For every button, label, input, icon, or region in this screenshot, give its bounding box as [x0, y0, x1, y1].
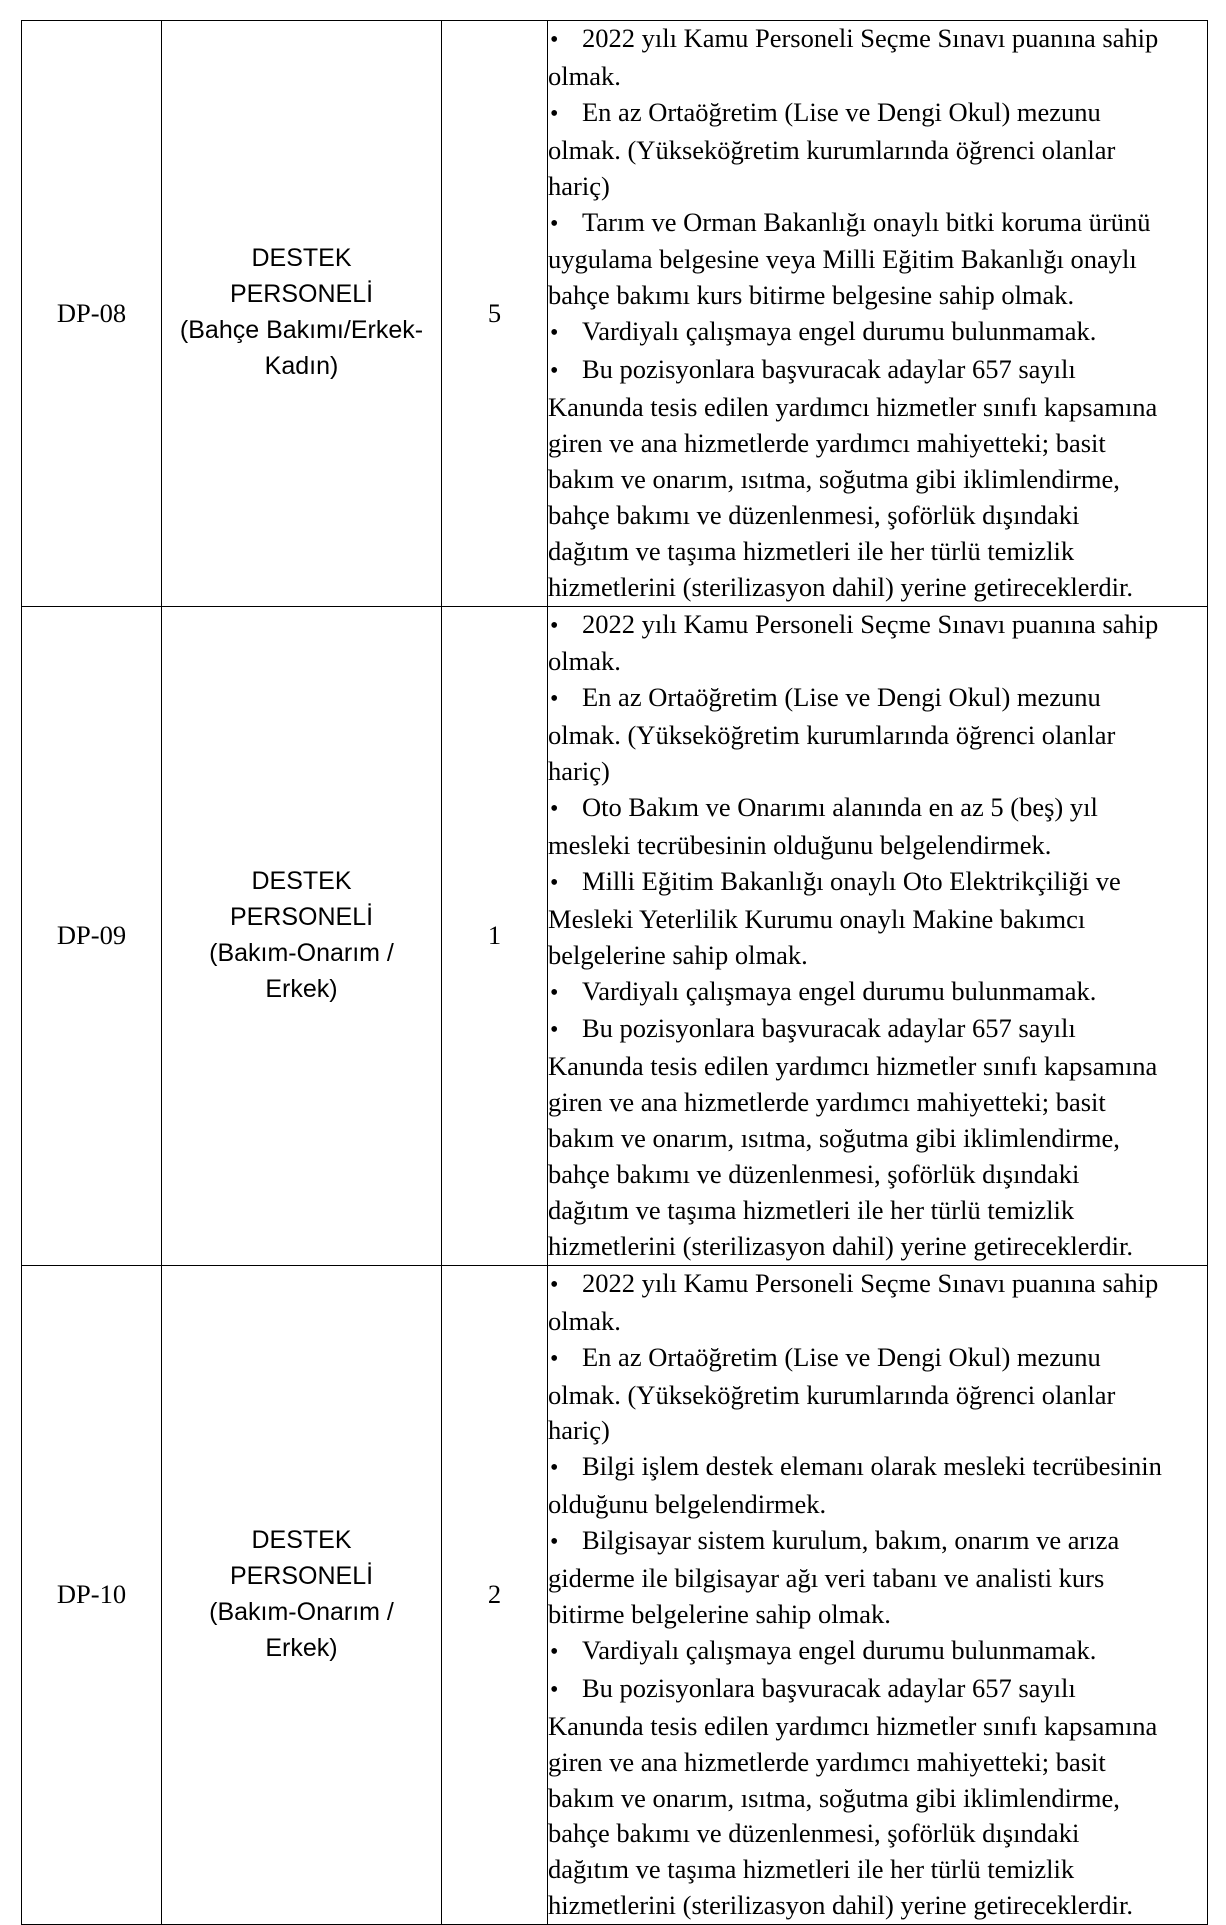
requirement-line	[548, 1266, 1207, 1304]
requirement-text: mesleki tecrübesinin olduğunu belgelendirmek.	[548, 829, 1052, 860]
requirement-item	[548, 790, 1207, 864]
requirement-text: 2022 yılı Kamu Personeli Seçme Sınavı puanına sahip	[582, 1267, 1159, 1298]
requirement-text: hariç)	[548, 170, 610, 201]
requirement-line	[548, 426, 1207, 462]
table-row	[22, 1265, 1208, 1924]
position-requirements-table	[21, 20, 1208, 1925]
requirement-text: hizmetlerini (sterilizasyon dahil) yerine getireceklerdir.	[548, 1230, 1133, 1261]
bullet-icon: •	[550, 1529, 559, 1556]
position-count: 2	[487, 1579, 502, 1610]
position-count: 1	[487, 920, 502, 951]
position-count: 5	[487, 297, 502, 328]
requirement-line	[548, 1304, 1207, 1340]
requirement-text: En az Ortaöğretim (Lise ve Dengi Okul) mezunu	[582, 96, 1101, 127]
table-row	[22, 606, 1208, 1265]
requirement-line	[548, 1449, 1207, 1487]
requirement-text: giren ve ana hizmetlerde yardımcı mahiyetteki; basit	[548, 427, 1106, 458]
requirement-line	[548, 754, 1207, 790]
requirement-line	[548, 21, 1207, 59]
requirement-line	[548, 864, 1207, 902]
bullet-icon: •	[550, 1271, 559, 1298]
requirement-line	[548, 1852, 1207, 1888]
requirement-item	[548, 864, 1207, 974]
requirement-line	[548, 1011, 1207, 1049]
requirement-line	[548, 1816, 1207, 1852]
requirement-text: hizmetlerini (sterilizasyon dahil) yerine getireceklerdir.	[548, 1890, 1133, 1921]
requirement-text: giderme ile bilgisayar ağı veri tabanı ve analisti kurs	[548, 1563, 1105, 1594]
requirement-line	[548, 1193, 1207, 1229]
requirement-line	[548, 644, 1207, 680]
requirements-cell	[548, 21, 1208, 607]
requirement-text: bahçe bakımı kurs bitirme belgesine sahip olmak.	[548, 280, 1075, 311]
requirement-text: uygulama belgesine veya Milli Eğitim Bakanlığı onaylı	[548, 244, 1137, 275]
requirement-text: bahçe bakımı ve düzenlenmesi, şoförlük dışındaki	[548, 1159, 1080, 1190]
bullet-icon: •	[550, 1676, 559, 1703]
position-title-cell	[162, 606, 442, 1265]
position-count-cell	[442, 606, 548, 1265]
position-title-line: (Bakım-Onarım /	[209, 938, 394, 967]
requirement-line	[548, 1121, 1207, 1157]
bullet-icon: •	[550, 210, 559, 237]
requirement-item	[548, 1266, 1207, 1340]
position-title-line: PERSONELİ	[229, 902, 374, 931]
requirement-line	[548, 1340, 1207, 1378]
requirement-text: Kanunda tesis edilen yardımcı hizmetler sınıfı kapsamına	[548, 392, 1158, 423]
position-title-cell	[162, 21, 442, 607]
requirement-text: olmak. (Yükseköğretim kurumlarında öğrenci olanlar	[548, 720, 1116, 751]
requirement-text: En az Ortaöğretim (Lise ve Dengi Okul) mezunu	[582, 1341, 1101, 1372]
position-code: DP-10	[56, 1579, 127, 1610]
position-code-cell	[22, 606, 162, 1265]
requirement-text: olmak. (Yükseköğretim kurumlarında öğrenci olanlar	[548, 134, 1116, 165]
requirement-line	[548, 352, 1207, 390]
requirement-line	[548, 1781, 1207, 1817]
position-title-line: PERSONELİ	[229, 1562, 374, 1591]
requirement-line	[548, 1888, 1207, 1924]
requirement-line	[548, 1413, 1207, 1449]
requirement-line	[548, 570, 1207, 606]
requirement-line	[548, 133, 1207, 169]
position-title-line: DESTEK	[251, 866, 352, 895]
requirement-line	[548, 169, 1207, 205]
requirement-item	[548, 607, 1207, 681]
requirement-text: olmak.	[548, 646, 621, 677]
requirement-text: giren ve ana hizmetlerde yardımcı mahiyetteki; basit	[548, 1746, 1106, 1777]
requirement-item	[548, 1340, 1207, 1450]
requirement-text: Bu pozisyonlara başvuracak adaylar 657 sayılı	[582, 1672, 1076, 1703]
requirement-text: 2022 yılı Kamu Personeli Seçme Sınavı puanına sahip	[582, 608, 1159, 639]
position-count-cell	[442, 1265, 548, 1924]
position-title-cell	[162, 1265, 442, 1924]
requirement-line	[548, 1561, 1207, 1597]
requirement-text: Oto Bakım ve Onarımı alanında en az 5 (beş) yıl	[582, 792, 1098, 823]
requirement-text: dağıtım ve taşıma hizmetleri ile her türlü temizlik	[548, 1195, 1075, 1225]
requirement-item	[548, 1523, 1207, 1633]
requirement-text: olmak. (Yükseköğretim kurumlarında öğrenci olanlar	[548, 1379, 1116, 1410]
requirement-item	[548, 974, 1207, 1012]
requirement-text: hizmetlerini (sterilizasyon dahil) yerine getireceklerdir.	[548, 571, 1133, 602]
requirement-text: Tarım ve Orman Bakanlığı onaylı bitki koruma ürünü	[582, 206, 1151, 237]
bullet-icon: •	[550, 1638, 559, 1665]
requirement-line	[548, 242, 1207, 278]
requirement-text: olmak.	[548, 1305, 621, 1336]
requirement-line	[548, 1157, 1207, 1193]
position-title-line: (Bakım-Onarım /	[209, 1597, 394, 1626]
table-body	[22, 21, 1208, 1925]
requirement-line	[548, 1709, 1207, 1745]
requirement-line	[548, 974, 1207, 1012]
position-code: DP-09	[56, 920, 127, 951]
position-code-cell	[22, 1265, 162, 1924]
position-title-line: (Bahçe Bakımı/Erkek-	[179, 316, 424, 345]
requirement-text: olduğunu belgelendirmek.	[548, 1489, 827, 1520]
requirement-item	[548, 1671, 1207, 1924]
requirement-item	[548, 314, 1207, 352]
bullet-icon: •	[550, 1017, 559, 1044]
requirement-line	[548, 607, 1207, 645]
requirement-line	[548, 59, 1207, 95]
requirement-line	[548, 462, 1207, 498]
requirement-text: 2022 yılı Kamu Personeli Seçme Sınavı puanına sahip	[582, 23, 1159, 53]
requirement-line	[548, 314, 1207, 352]
requirement-line	[548, 534, 1207, 570]
position-title-line: DESTEK	[251, 1526, 352, 1555]
position-code: DP-08	[56, 297, 127, 328]
requirement-text: Vardiyalı çalışmaya engel durumu bulunmamak.	[582, 316, 1097, 347]
requirement-line	[548, 95, 1207, 133]
requirement-line	[548, 1523, 1207, 1561]
requirement-line	[548, 205, 1207, 243]
table-row	[22, 21, 1208, 607]
position-title-line: Erkek)	[265, 974, 338, 1003]
position-title-line: Kadın)	[264, 352, 339, 381]
bullet-icon: •	[550, 612, 559, 639]
requirement-line	[548, 828, 1207, 864]
requirement-line	[548, 680, 1207, 718]
requirement-text: Milli Eğitim Bakanlığı onaylı Oto Elektrikçiliği ve	[582, 865, 1121, 896]
requirement-item	[548, 205, 1207, 315]
requirement-text: hariç)	[548, 1415, 610, 1446]
requirement-line	[548, 1633, 1207, 1671]
requirement-line	[548, 1487, 1207, 1523]
requirement-line	[548, 938, 1207, 974]
requirements-cell	[548, 606, 1208, 1265]
requirement-line	[548, 1229, 1207, 1265]
requirement-line	[548, 790, 1207, 828]
requirement-text: Vardiyalı çalışmaya engel durumu bulunmamak.	[582, 1634, 1097, 1665]
requirement-text: bakım ve onarım, ısıtma, soğutma gibi iklimlendirme,	[548, 1123, 1120, 1154]
requirement-text: Kanunda tesis edilen yardımcı hizmetler sınıfı kapsamına	[548, 1051, 1158, 1082]
requirement-text: Bu pozisyonlara başvuracak adaylar 657 sayılı	[582, 354, 1076, 385]
requirement-text: dağıtım ve taşıma hizmetleri ile her türlü temizlik	[548, 535, 1075, 566]
requirement-line	[548, 1671, 1207, 1709]
requirement-line	[548, 390, 1207, 426]
requirement-item	[548, 352, 1207, 605]
requirement-line	[548, 1745, 1207, 1781]
requirement-line	[548, 278, 1207, 314]
bullet-icon: •	[550, 100, 559, 127]
bullet-icon: •	[550, 869, 559, 896]
requirement-text: giren ve ana hizmetlerde yardımcı mahiyetteki; basit	[548, 1087, 1106, 1118]
position-title-line: Erkek)	[265, 1633, 338, 1662]
requirement-line	[548, 1597, 1207, 1633]
bullet-icon: •	[550, 27, 559, 53]
requirement-item	[548, 1449, 1207, 1523]
bullet-icon: •	[550, 358, 559, 385]
requirement-text: bakım ve onarım, ısıtma, soğutma gibi iklimlendirme,	[548, 463, 1120, 494]
requirement-text: bahçe bakımı ve düzenlenmesi, şoförlük dışındaki	[548, 1818, 1080, 1849]
position-title-line: PERSONELİ	[229, 280, 374, 309]
requirement-line	[548, 1085, 1207, 1121]
position-code-cell	[22, 21, 162, 607]
bullet-icon: •	[550, 979, 559, 1006]
requirement-text: Kanunda tesis edilen yardımcı hizmetler sınıfı kapsamına	[548, 1710, 1158, 1741]
requirement-text: Bilgi işlem destek elemanı olarak mesleki tecrübesinin	[582, 1451, 1162, 1482]
requirement-line	[548, 718, 1207, 754]
requirement-text: hariç)	[548, 756, 610, 787]
requirement-item	[548, 1633, 1207, 1671]
requirement-text: olmak.	[548, 60, 621, 91]
bullet-icon: •	[550, 686, 559, 713]
requirement-line	[548, 498, 1207, 534]
requirement-text: Vardiyalı çalışmaya engel durumu bulunmamak.	[582, 975, 1097, 1006]
requirement-text: Mesleki Yeterlilik Kurumu onaylı Makine bakımcı	[548, 903, 1086, 934]
requirements-cell	[548, 1265, 1208, 1924]
requirement-line	[548, 1378, 1207, 1414]
bullet-icon: •	[550, 796, 559, 823]
requirement-item	[548, 680, 1207, 790]
requirement-text: bitirme belgelerine sahip olmak.	[548, 1598, 891, 1629]
requirement-text: belgelerine sahip olmak.	[548, 939, 808, 970]
position-title-line: DESTEK	[251, 244, 352, 273]
bullet-icon: •	[550, 320, 559, 347]
requirement-text: En az Ortaöğretim (Lise ve Dengi Okul) mezunu	[582, 682, 1101, 713]
requirement-text: Bu pozisyonlara başvuracak adaylar 657 sayılı	[582, 1013, 1076, 1044]
bullet-icon: •	[550, 1345, 559, 1372]
requirement-line	[548, 1049, 1207, 1085]
requirement-text: bakım ve onarım, ısıtma, soğutma gibi iklimlendirme,	[548, 1782, 1120, 1813]
requirement-item	[548, 21, 1207, 95]
requirement-text: bahçe bakımı ve düzenlenmesi, şoförlük dışındaki	[548, 499, 1080, 530]
requirement-item	[548, 95, 1207, 205]
requirement-item	[548, 1011, 1207, 1264]
requirement-line	[548, 902, 1207, 938]
position-count-cell	[442, 21, 548, 607]
requirement-text: Bilgisayar sistem kurulum, bakım, onarım ve arıza	[582, 1525, 1120, 1556]
bullet-icon: •	[550, 1455, 559, 1482]
requirement-text: dağıtım ve taşıma hizmetleri ile her türlü temizlik	[548, 1854, 1075, 1885]
